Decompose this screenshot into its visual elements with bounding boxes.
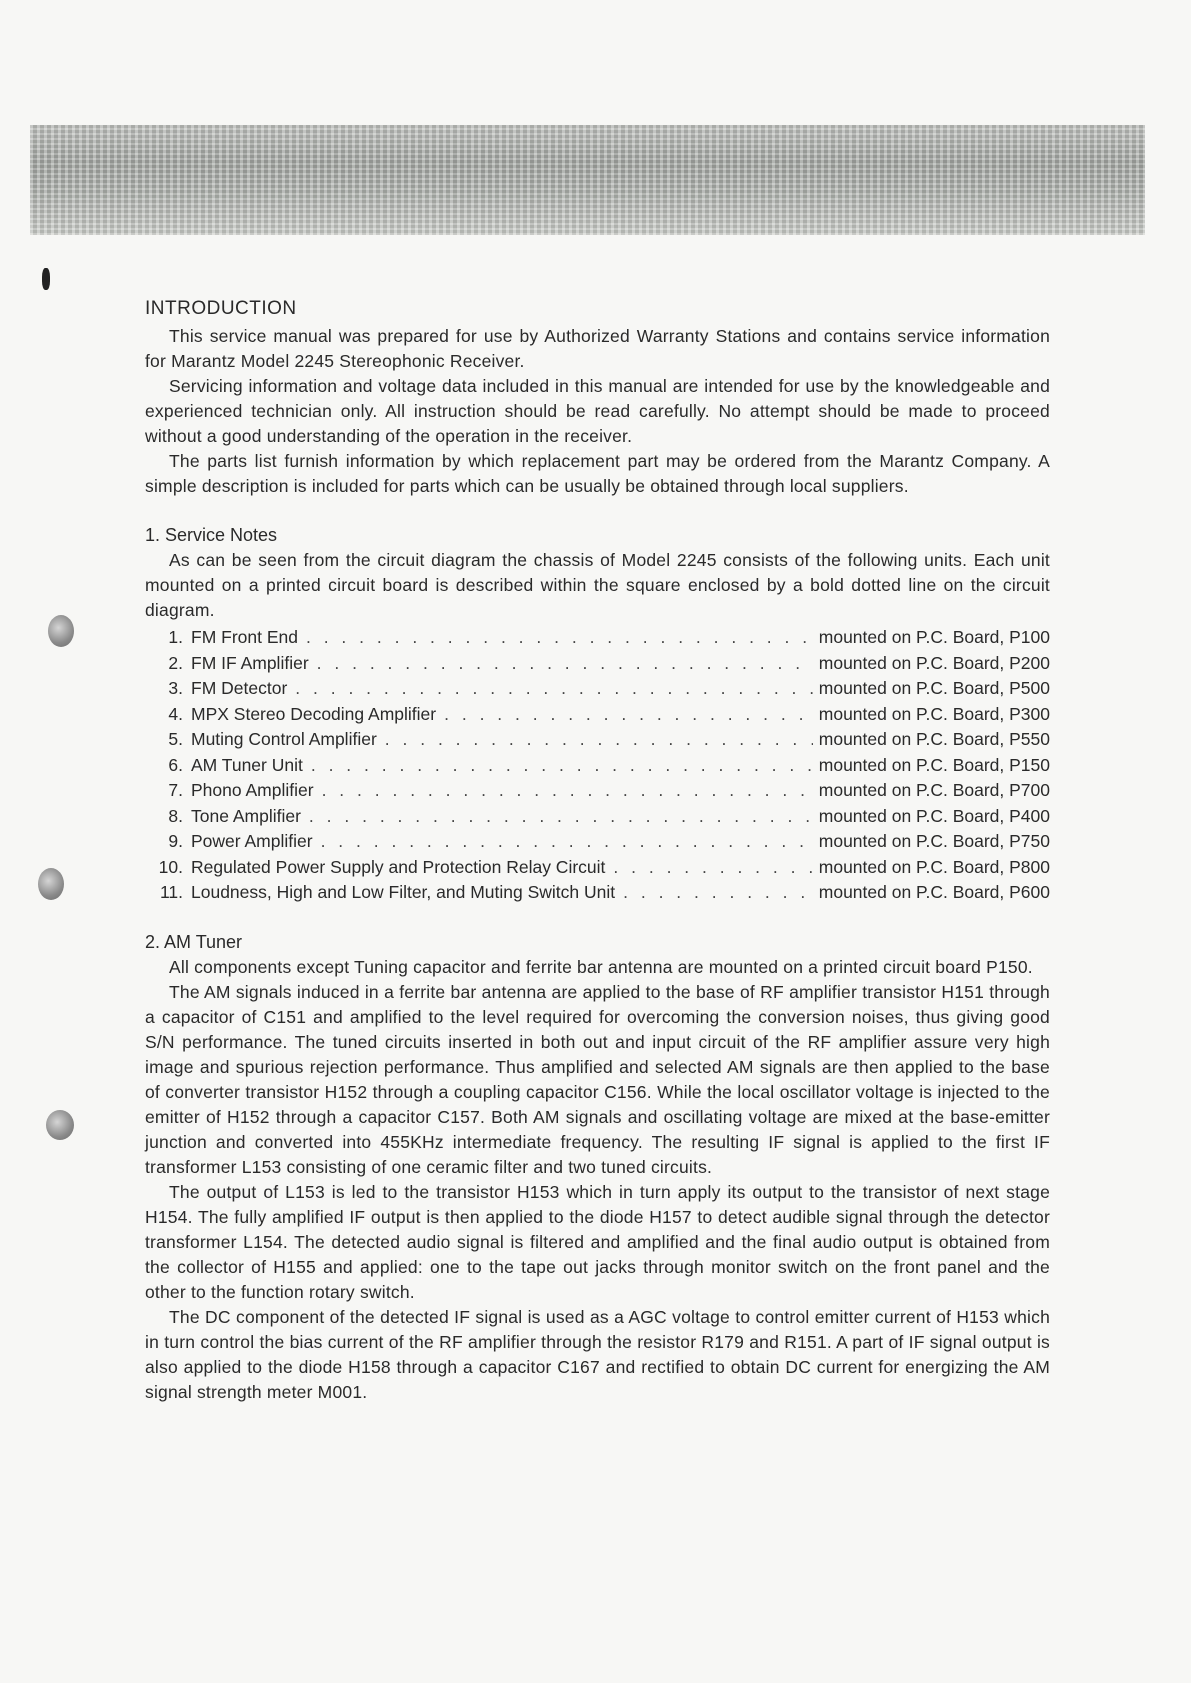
unit-name: FM IF Amplifier [191, 652, 309, 673]
dot-leader [295, 676, 812, 702]
dot-leader [322, 778, 813, 804]
unit-number: 10. [158, 856, 183, 877]
document-body [145, 298, 1050, 1405]
unit-name: FM Detector [191, 678, 288, 698]
dot-leader [623, 880, 813, 906]
list-item [145, 855, 1050, 881]
unit-board: mounted on P.C. Board, P300 [818, 703, 1050, 724]
introduction-section [145, 298, 1050, 499]
punch-hole [38, 868, 64, 900]
dot-leader [317, 651, 813, 677]
list-item [145, 625, 1050, 651]
unit-number: 7. [168, 780, 183, 800]
am-tuner-paragraph: The AM signals induced in a ferrite bar antenna are applied to the base of RF amplifier transistor H151 through a capacitor of C151 and amplified to the level required for overcoming the conversion noises, thus giving good S/N performance. The tuned circuits inserted in both out and input circuit of the RF amplifier assure very high image and spurious rejection performance. Thus amplified and selected AM signals are then applied to the base of converter transistor H152 through a coupling capacitor C156. While the local oscillator voltage is injected to the emitter of H152 through a capacitor C157. Both AM signals and oscillating voltage are mixed at the base-emitter junction and converted into 455KHz intermediate frequency. The resulting IF signal is applied to the first IF transformer L153 consisting of one ceramic filter and two tuned circuits. [145, 981, 1050, 1177]
unit-number: 2. [168, 652, 183, 673]
service-notes-paragraph: As can be seen from the circuit diagram the chassis of Model 2245 consists of the following units. Each unit mounted on a printed circuit board is described within the square enclosed by a bold dotted line on the circuit diagram. [145, 550, 1050, 620]
dot-leader [385, 727, 813, 753]
dot-leader [306, 625, 813, 651]
unit-number: 4. [168, 703, 183, 724]
am-tuner-title: 2. AM Tuner [145, 931, 243, 952]
unit-name: AM Tuner Unit [191, 754, 303, 775]
unit-name: Power Amplifier [191, 831, 313, 851]
unit-board: mounted on P.C. Board, P800 [818, 856, 1050, 877]
unit-name: Tone Amplifier [191, 805, 301, 826]
unit-number: 1. [168, 627, 183, 647]
unit-board: mounted on P.C. Board, P750 [818, 831, 1050, 851]
list-item [145, 676, 1050, 702]
dot-leader [321, 829, 813, 855]
list-item [145, 778, 1050, 804]
unit-number: 8. [168, 805, 183, 826]
am-tuner-paragraph: The output of L153 is led to the transistor H153 which in turn apply its output to the transistor of next stage H154. The fully amplified IF output is then applied to the diode H157 to detect audible signal through the detector transformer L154. The detected audio signal is filtered and amplified and the final audio output is obtained from the collector of H155 and applied: one to the tape out jacks through monitor switch on the front panel and the other to the function rotary switch. [145, 1181, 1050, 1302]
unit-name: Phono Amplifier [191, 780, 314, 800]
unit-number: 9. [168, 831, 183, 851]
unit-name: Muting Control Amplifier [191, 729, 377, 749]
list-item [145, 651, 1050, 677]
dot-leader [309, 804, 813, 830]
am-tuner-paragraph: All components except Tuning capacitor and ferrite bar antenna are mounted on a printed circuit board P150. [169, 956, 1033, 977]
dot-leader [444, 702, 813, 728]
unit-name: MPX Stereo Decoding Amplifier [191, 703, 437, 724]
unit-number: 5. [168, 729, 183, 749]
unit-board: mounted on P.C. Board, P400 [818, 805, 1050, 826]
unit-name: FM Front End [191, 627, 298, 647]
unit-board: mounted on P.C. Board, P500 [818, 678, 1050, 698]
unit-board: mounted on P.C. Board, P100 [818, 627, 1050, 647]
scanned-header-band [30, 125, 1145, 235]
am-tuner-section [145, 932, 1050, 1405]
list-item [145, 753, 1050, 779]
service-notes-section [145, 525, 1050, 906]
unit-board: mounted on P.C. Board, P700 [818, 780, 1050, 800]
list-item [145, 829, 1050, 855]
dot-leader [311, 753, 813, 779]
unit-board: mounted on P.C. Board, P550 [818, 729, 1050, 749]
unit-board: mounted on P.C. Board, P200 [818, 652, 1050, 673]
intro-paragraph: This service manual was prepared for use by Authorized Warranty Stations and contains service information for Marantz Model 2245 Stereophonic Receiver. [145, 326, 1050, 371]
list-item [145, 727, 1050, 753]
intro-paragraph: Servicing information and voltage data included in this manual are intended for use by the knowledgeable and experienced technician only. All instruction should be read carefully. No attempt should be made to proceed without a good understanding of the operation in the receiver. [145, 376, 1050, 446]
unit-number: 3. [168, 678, 183, 698]
punch-hole [46, 1110, 74, 1140]
am-tuner-paragraph: The DC component of the detected IF signal is used as a AGC voltage to control emitter current of H153 which in turn control the bias current of the RF amplifier through the resistor R179 and R151. A part of IF signal output is also applied to the diode H158 through a capacitor C167 and rectified to obtain DC current for energizing the AM signal strength meter M001. [145, 1306, 1050, 1402]
introduction-heading: INTRODUCTION [145, 298, 297, 319]
dot-leader [613, 855, 812, 881]
list-item [145, 702, 1050, 728]
service-notes-title: 1. Service Notes [145, 525, 278, 545]
unit-name: Loudness, High and Low Filter, and Muting Switch Unit [191, 882, 616, 902]
list-item [145, 880, 1050, 906]
unit-board: mounted on P.C. Board, P600 [818, 882, 1050, 902]
list-item [145, 804, 1050, 830]
unit-name: Regulated Power Supply and Protection Relay Circuit [191, 856, 606, 877]
unit-number: 6. [168, 754, 183, 775]
punch-hole [48, 615, 74, 647]
intro-paragraph: The parts list furnish information by which replacement part may be ordered from the Marantz Company. A simple description is included for parts which can be usually be obtained through local suppliers. [145, 451, 1050, 496]
unit-number: 11. [159, 882, 183, 902]
unit-list [145, 625, 1050, 906]
unit-board: mounted on P.C. Board, P150 [818, 754, 1050, 775]
punch-hole-mark [42, 268, 50, 290]
